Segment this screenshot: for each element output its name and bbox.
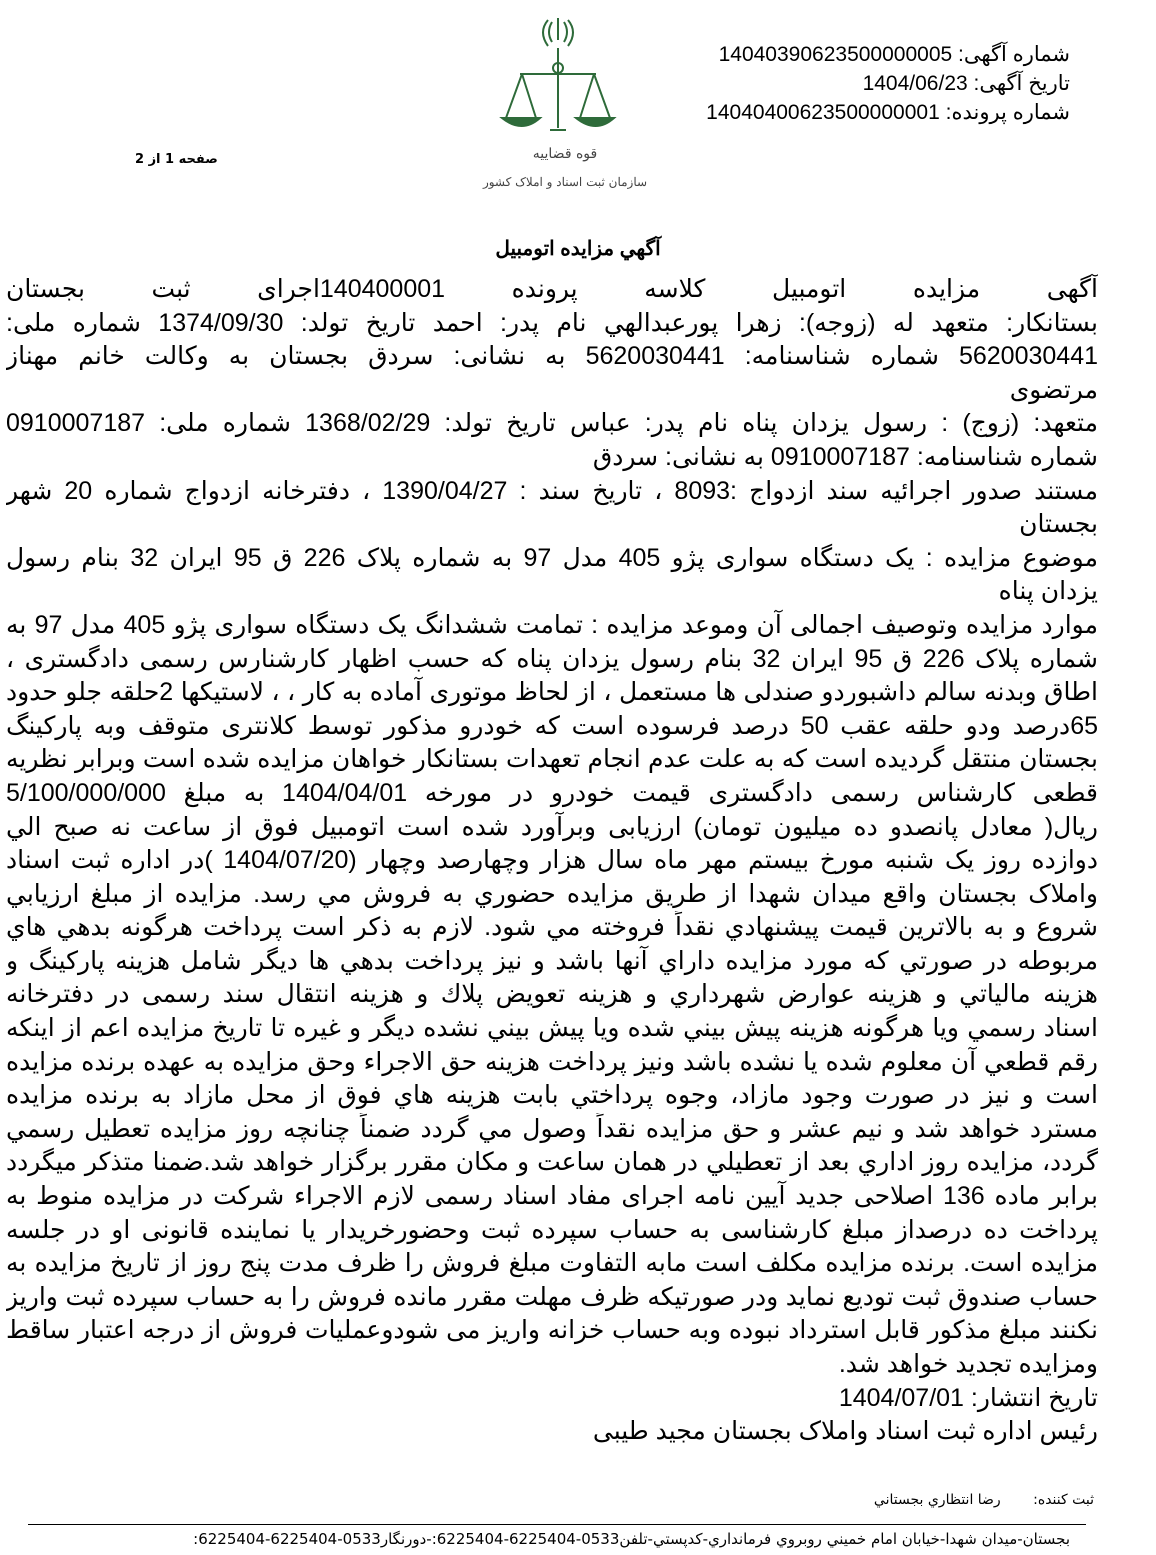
body-line: بجستان منتقل گردیده است که به علت عدم انجام تعهدات بستانکار خواهان مزایده شده است وبرابر نظریه [6,745,1098,774]
registrar-name: رضا انتظاري بجستاني [873,1492,1001,1508]
body-line: اطاق وبدنه سالم داشبوردو صندلی ها مستعمل ، از لحاظ موتوری آماده به کار ، ، لاستیکها 2حلقه جلو حدود [6,678,1098,707]
body-line: مستند صدور اجرائیه سند ازدواج :8093 ، تاریخ سند : 1390/04/27 ، دفترخانه ازدواج شماره 20 شهر [6,476,1098,505]
body-line: بستانکار: متعهد له (زوجه): زهرا پورعبدالهي نام پدر: احمد تاریخ تولد: 1374/09/30 شماره ملی: [6,308,1098,337]
ad-number: 14040390623500000005 [718,43,953,66]
file-number-row [706,98,1070,127]
body-line: هزينه مالياتي و هزينه عوارض شهرداري و هزينه تعويض پلاك و هزينه انتقال سند رسمی در دفترخانه [6,980,1098,1009]
body-line: پرداخت ده درصداز مبلغ کارشناسی به حساب سپرده ثبت وحضورخریدار یا نماینده قانونی او در جلسه [6,1215,1098,1244]
page-number: صفحه 1 از 2 [135,152,218,167]
footer-divider [28,1524,1086,1525]
body-line: آگهی مزایده اتومبیل کلاسه پرونده 140400001اجرای ثبت بجستان [6,275,1098,303]
body-line: مزایده است. برنده مزایده مکلف است مابه التفاوت مبلغ فروش را ظرف مدت پنج روز از تاریخ مزایده به [6,1249,1098,1278]
body-line: گردد، مزايده روز اداري بعد از تعطيلي در همان ساعت و مكان مقرر برگزار خواهد شد.ضمنا متذکر میگردد [6,1148,1098,1177]
body-line: نکنند مبلغ مذکور قابل استرداد نبوده وبه حساب خزانه واریز می شودوعملیات فروش از درجه اعتبار ساقط [6,1316,1098,1345]
body-line: شماره شناسنامه: 0910007187 به نشانی: سردق [592,442,1098,471]
body-line: اسناد رسمي ويا هرگونه هزينه پيش بيني شده ويا پيش بيني نشده ديگر و غيره تا تاريخ مزايده اعم از اينكه [6,1014,1098,1043]
body-line: حساب صندوق ثبت تودیع نماید ودر صورتیکه ظرف مهلت مقرر مانده فروش را به حساب سپرده ثبت واریز [6,1282,1098,1311]
body-line: برابر ماده 136 اصلاحی جدید آیین نامه اجرای مفاد اسناد رسمی لازم الاجراء شرکت در مزایده منوط به [6,1182,1098,1211]
body-line: متعهد: (زوج) : رسول یزدان پناه نام پدر: عباس تاریخ تولد: 1368/02/29 شماره ملی: 0910007187 [6,409,1098,438]
logo-text-1: قوه قضاییه [532,146,598,162]
document-title: آگهي مزايده اتومبيل [495,238,661,260]
ad-info [706,40,1070,127]
body-line: مسترد خواهد شد و نيم عشر و حق مزايده نقداً وصول مي گردد ضمناً چنانچه روز مزايده تعطيل رسمي [6,1114,1098,1143]
body-line: قطعی کارشناس رسمی دادگستری قیمت خودرو در مورخه 1404/04/01 به مبلغ 5/100/000/000 [6,778,1098,807]
body-line: موارد مزایده وتوصیف اجمالی آن وموعد مزایده : تمامت ششدانگ یک دستگاه سواری پژو 405 مدل 97 به [6,610,1098,639]
body-line: یزدان پناه [998,577,1098,606]
judiciary-scales-logo [470,8,650,198]
body-line: تاریخ انتشار: 1404/07/01 [838,1383,1098,1412]
body-line: 5620030441 شماره شناسنامه: 5620030441 به نشانی: سردق بجستان به وکالت خانم مهناز [6,342,1098,371]
file-number-label: شماره پرونده: [945,101,1070,124]
footer-address: بجستان-ميدان شهدا-خيابان امام خميني روبروي فرمانداري-كدپستي-تلفن0533-6225404-6225404:-دورنگار0533-6225404-6225404: [193,1530,1070,1548]
registrar [874,1492,1094,1508]
ad-date: 1404/06/23 [862,72,968,95]
body-line: ریال( معادل پانصدو ده میلیون تومان) ارزیابی وبرآورد شده است اتومبیل فوق از ساعت نه صبح الي [6,812,1098,841]
auction-notice-body [6,273,1098,1449]
body-line: است و نيز در صورت وجود مازاد، وجوه پرداختي بابت هزينه هاي فوق از محل مازاد به برنده مزايده [6,1081,1098,1110]
file-number: 14040400623500000001 [706,101,940,124]
ad-number-label: شماره آگهی: [958,43,1070,66]
body-line: دوازده روز یک شنبه مورخ بیستم مهر ماه سال هزار وچهارصد وچهار (1404/07/20 )در اداره ثبت اسناد [6,846,1098,875]
body-line: مربوطه در صورتي كه مورد مزايده داراي آنها باشد و نيز پرداخت بدهي ها ديگر شامل هزينه پاركينگ و [6,946,1098,975]
body-line: رقم قطعي آن معلوم شده يا نشده باشد ونيز پرداخت هزينه حق الاجراء وحق مزايده به عهده برنده مزايده [6,1047,1098,1076]
body-line: واملاک بجستان واقع میدان شهدا از طريق مزايده حضوري به فروش مي رسد. مزايده از مبلغ ارزيابي [6,879,1098,908]
body-line: شماره پلاک 226 ق 95 ایران 32 بنام رسول یزدان پناه که حسب اظهار کارشنارس رسمی دادگستری ، [6,644,1098,673]
logo-text-2: سازمان ثبت اسناد و املاک کشور [482,175,648,189]
body-line: مرتضوی [1009,375,1098,404]
ad-date-row [706,69,1070,98]
body-line: 65درصد ودو حلقه عقب 50 درصد فرسوده است که خودرو مذکور توسط کلانتری متوقف وبه پارکینگ [6,711,1098,740]
body-line: رئیس اداره ثبت اسناد واملاک بجستان مجید طیبی [592,1417,1098,1446]
ad-date-label: تاریخ آگهی: [973,72,1070,95]
body-line: شروع و به بالاترين قيمت پيشنهادي نقداً فروخته مي شود. لازم به ذكر است پرداخت هرگونه بدهي هاي [6,913,1098,942]
registrar-label: ثبت کننده: [1033,1492,1094,1508]
body-line: ومزایده تجدید خواهد شد. [838,1350,1098,1378]
body-line: بجستان [1019,510,1098,539]
ad-number-row [706,40,1070,69]
body-line: موضوع مزایده : یک دستگاه سواری پژو 405 مدل 97 به شماره پلاک 226 ق 95 ایران 32 بنام رسول [6,543,1098,572]
